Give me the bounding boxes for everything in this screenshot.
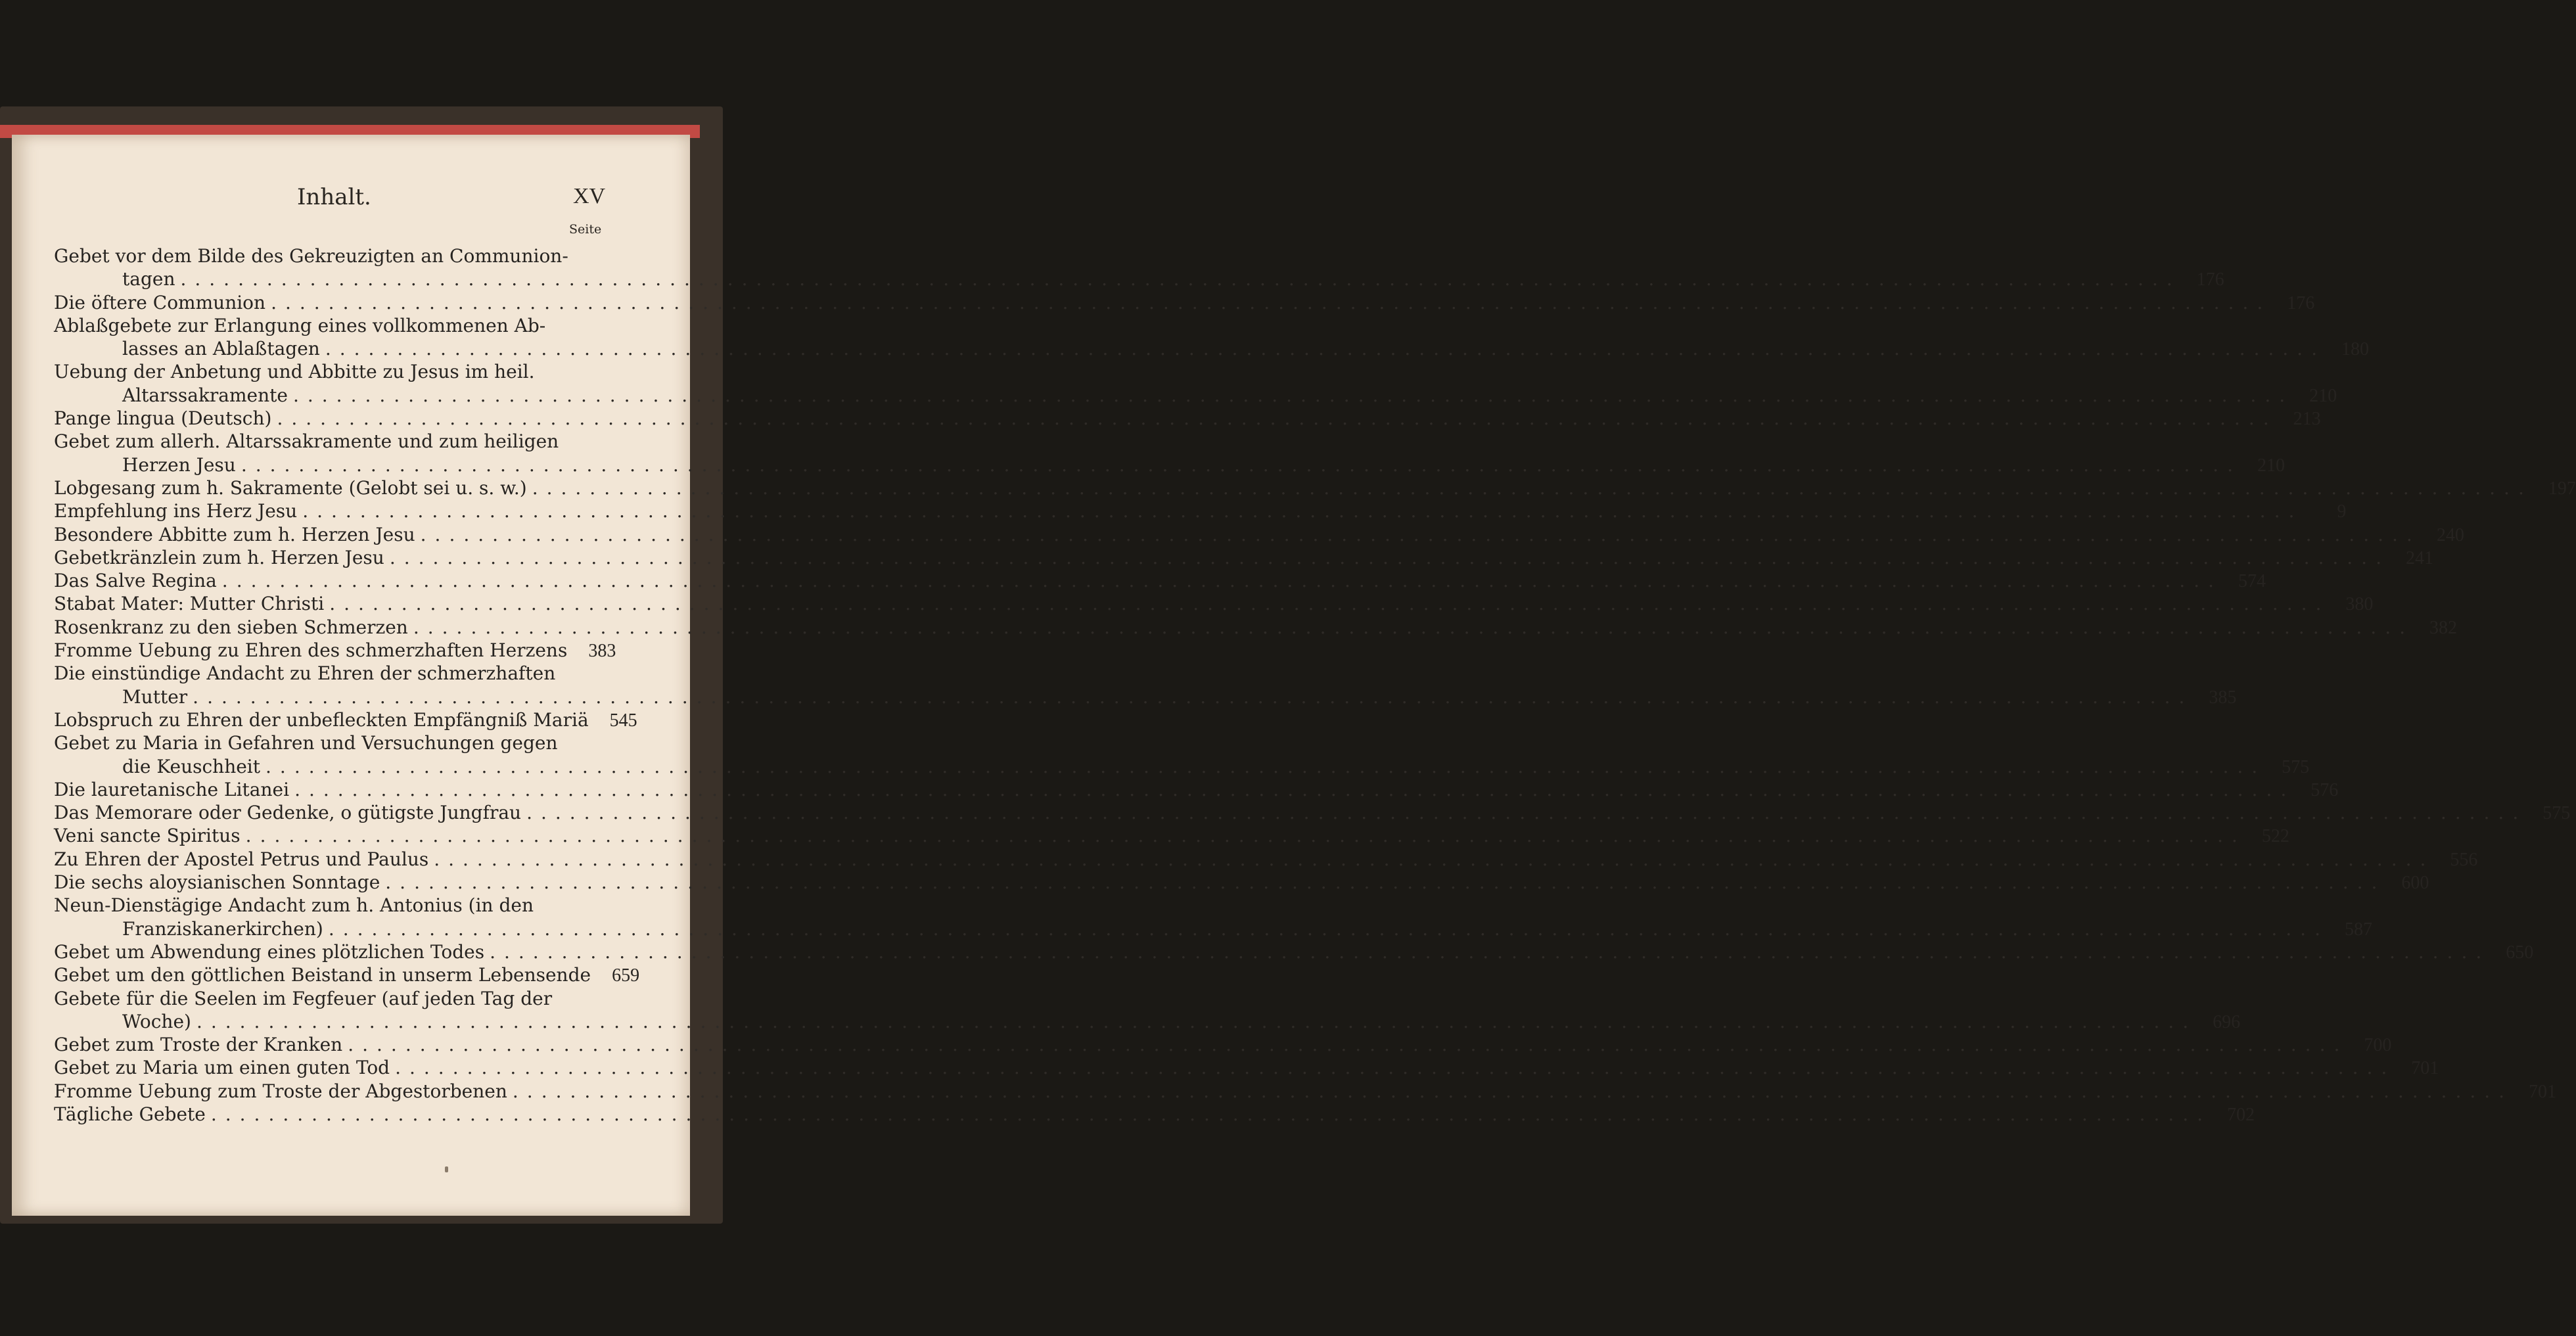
toc-entry-title: Empfehlung ins Herz Jesu [54,500,298,522]
column-label: Seite [569,222,602,237]
dot-leader [434,848,2434,871]
toc-entry [54,801,2571,824]
toc-entry-line-continued [54,755,2310,778]
toc-entry-line [54,407,2321,430]
dot-leader [395,1056,2395,1079]
toc-entry [54,569,2266,592]
toc-entry-title: Die einstündige Andacht zu Ehren der schmerzhaften [54,662,556,685]
toc-entry-page: 696 [2213,1011,2241,1032]
toc-entry-page: 575 [2542,803,2571,824]
toc-entry-line [54,499,2347,522]
toc-entry-line [54,1056,2439,1079]
toc-entry-title: Rosenkranz zu den sieben Schmerzen [54,616,408,638]
dot-leader [421,523,2421,546]
toc-entry-title: Altarssakramente [122,384,288,406]
toc-entry-title: Woche) [122,1010,191,1032]
dot-leader [413,616,2414,639]
toc-entry-line [54,430,610,453]
dot-leader [222,569,2222,592]
dot-leader [241,453,2242,476]
dot-leader [348,1033,2348,1056]
toc-entry [54,894,2372,940]
toc-entry-title: Die sechs aloysianischen Sonntage [54,871,380,894]
toc-entry-title: Die öftere Communion [54,291,266,313]
toc-entry-page: 702 [2227,1104,2255,1125]
dot-leader [193,685,2193,708]
toc-entry-page: 700 [2364,1035,2392,1056]
toc-entry [54,778,2339,801]
toc-entry-line [54,291,2315,314]
toc-entry-page: 522 [2261,826,2289,847]
toc-entry-title: Veni sancte Spiritus [54,825,241,847]
toc-entry-line [54,360,610,383]
toc-entry-line [54,616,2457,639]
dot-leader [490,940,2490,963]
toc-entry-line [54,1103,2255,1126]
toc-entry [54,430,2285,476]
toc-entry-title: tagen [122,268,175,290]
toc-entry [54,662,2237,708]
toc-entry [54,940,2534,963]
dot-leader [390,546,2390,569]
toc-entry-line [54,314,610,337]
toc-entry-line [54,546,2433,569]
toc-entry-page: 385 [2209,687,2237,708]
toc-entry-title: Gebet um den göttlichen Beistand in unserm Lebensende [54,964,591,986]
toc-entry [54,592,2374,615]
dot-leader [329,592,2330,615]
toc-entry-line [54,871,2429,894]
toc-entry-page: 600 [2401,873,2429,894]
dot-leader [513,1080,2513,1103]
toc-entry-page: 213 [2293,409,2321,430]
toc-entry-title: Gebet zu Maria um einen guten Tod [54,1057,390,1079]
toc-entry-title: Fromme Uebung zu Ehren des schmerzhaften Herzens [54,639,568,662]
toc-entry-line [54,244,610,267]
toc-entry-line [54,708,637,731]
toc-entry-title: die Keuschheit [122,755,261,777]
toc-entry-title: Besondere Abbitte zum h. Herzen Jesu [54,523,415,545]
toc-entry-title: Stabat Mater: Mutter Christi [54,593,325,615]
toc-entry-page: 176 [2196,269,2224,290]
toc-entry [54,616,2457,639]
toc-entry [54,1056,2439,1079]
toc-entry [54,360,2337,407]
toc-entry-line-continued [54,384,2337,407]
toc-entry-line-continued [54,267,2224,290]
toc-entry-line [54,592,2374,615]
toc-entry [54,963,640,986]
toc-entry-line [54,987,610,1010]
running-head [0,184,980,210]
paper-speck [445,1166,448,1172]
toc-entry-page: 197 [2548,478,2576,499]
toc-entry [54,1033,2392,1056]
toc-entry-line [54,824,2289,847]
toc-entry-title: Ablaßgebete zur Erlangung eines vollkommenen Ab- [54,314,546,336]
toc-entry-title: Gebet zum Troste der Kranken [54,1034,343,1056]
toc-entry-page: 9 [2337,501,2347,522]
toc-entry [54,731,2310,778]
dot-leader [294,778,2295,801]
dot-leader [293,384,2293,407]
toc-entry-line-continued [54,453,2285,476]
toc-entry-title: Pange lingua (Deutsch) [54,407,272,430]
toc-entry [54,1080,2557,1103]
toc-entry-line [54,940,2534,963]
dot-leader [302,499,2303,522]
toc-entry-title: Zu Ehren der Apostel Petrus und Paulus [54,848,429,870]
dot-leader [211,1103,2211,1126]
toc-entry-title: Die lauretanische Litanei [54,778,290,800]
toc-entry [54,1103,2255,1126]
toc-entry [54,523,2464,546]
dot-leader [329,917,2329,940]
toc-entry-line [54,662,610,685]
toc-entry-title: Das Memorare oder Gedenke, o gütigste Jungfrau [54,802,522,824]
toc-entry [54,314,2369,361]
toc-entry-line [54,778,2339,801]
toc-entry [54,708,637,731]
toc-entry-line [54,1033,2392,1056]
toc-entry [54,824,2289,847]
toc-entry-line [54,639,616,662]
toc-entry [54,407,2321,430]
dot-leader [246,824,2246,847]
toc-entry-line [54,569,2266,592]
dot-leader [271,291,2271,314]
toc-entry-line [54,1080,2557,1103]
toc-entry-line-continued [54,337,2369,360]
toc-entry-title: Tägliche Gebete [54,1103,206,1125]
toc-entry-page: 240 [2436,524,2464,545]
toc-entry-page: 210 [2257,455,2285,476]
toc-entry-title: Lobspruch zu Ehren der unbefleckten Empfängniß Mariä [54,708,589,731]
toc-entry-title: lasses an Ablaßtagen [122,338,320,360]
toc-entry-page: 383 [588,641,616,662]
toc-entry-page: 545 [609,710,637,731]
toc-entry-line [54,731,610,754]
toc-entry-title: Mutter [122,685,188,708]
toc-entry-title: Gebet vor dem Bilde des Gekreuzigten an Communion- [54,245,568,267]
toc-entry-page: 574 [2238,571,2266,592]
toc-entry [54,291,2315,314]
dot-leader [180,267,2180,290]
toc-entry-page: 576 [2311,779,2339,800]
toc-entry [54,244,2224,291]
toc-entry-page: 587 [2344,919,2372,940]
page-number: XV [573,184,606,208]
toc-entry-title: Das Salve Regina [54,570,217,592]
toc-entry-line-continued [54,685,2237,708]
toc-entry-page: 382 [2429,617,2457,638]
dot-leader [196,1010,2197,1033]
table-of-contents [54,244,2576,1126]
toc-entry-line [54,848,2478,871]
toc-entry-title: Uebung der Anbetung und Abbitte zu Jesus im heil. [54,361,535,383]
toc-entry-line [54,894,610,917]
toc-entry-page: 380 [2345,594,2374,615]
toc-entry-title: Fromme Uebung zum Troste der Abgestorbenen [54,1080,507,1102]
toc-entry-page: 659 [612,965,640,986]
toc-entry-line [54,523,2464,546]
toc-entry-page: 650 [2506,942,2534,963]
toc-entry-page: 556 [2450,849,2478,870]
toc-entry-line [54,963,640,986]
toc-entry-page: 575 [2282,756,2310,777]
toc-entry-title: Gebet zum allerh. Altarssakramente und zum heiligen [54,430,559,453]
dot-leader [265,755,2266,778]
toc-entry-line-continued [54,917,2372,940]
toc-entry [54,546,2433,569]
toc-entry-title: Gebetkränzlein zum h. Herzen Jesu [54,546,384,568]
toc-entry-page: 180 [2341,339,2369,360]
toc-entry [54,848,2478,871]
toc-entry-title: Gebet um Abwendung eines plötzlichen Todes [54,940,485,963]
toc-entry-line-continued [54,1010,2241,1033]
toc-entry [54,476,2576,499]
dot-leader [526,801,2527,824]
toc-entry-title: Neun-Dienstägige Andacht zum h. Antonius (in den [54,894,534,917]
toc-entry-line [54,476,2576,499]
toc-entry-title: Gebete für die Seelen im Fegfeuer (auf jeden Tag der [54,987,553,1009]
dot-leader [385,871,2385,894]
toc-entry [54,871,2429,894]
toc-entry-line [54,801,2571,824]
toc-entry-page: 241 [2405,547,2433,568]
toc-entry-title: Herzen Jesu [122,453,236,476]
toc-entry [54,639,616,662]
toc-entry [54,499,2347,522]
toc-entry-title: Franziskanerkirchen) [122,917,323,940]
toc-entry-page: 701 [2411,1058,2439,1079]
toc-entry-title: Gebet zu Maria in Gefahren und Versuchungen gegen [54,732,558,754]
toc-entry-page: 176 [2287,292,2315,313]
toc-entry [54,987,2241,1034]
dot-leader [325,337,2326,360]
dot-leader [277,407,2277,430]
toc-entry-page: 701 [2529,1081,2557,1102]
dot-leader [532,476,2533,499]
running-title: Inhalt. [297,184,371,210]
toc-entry-page: 210 [2309,385,2337,406]
toc-entry-title: Lobgesang zum h. Sakramente (Gelobt sei u. s. w.) [54,476,527,499]
